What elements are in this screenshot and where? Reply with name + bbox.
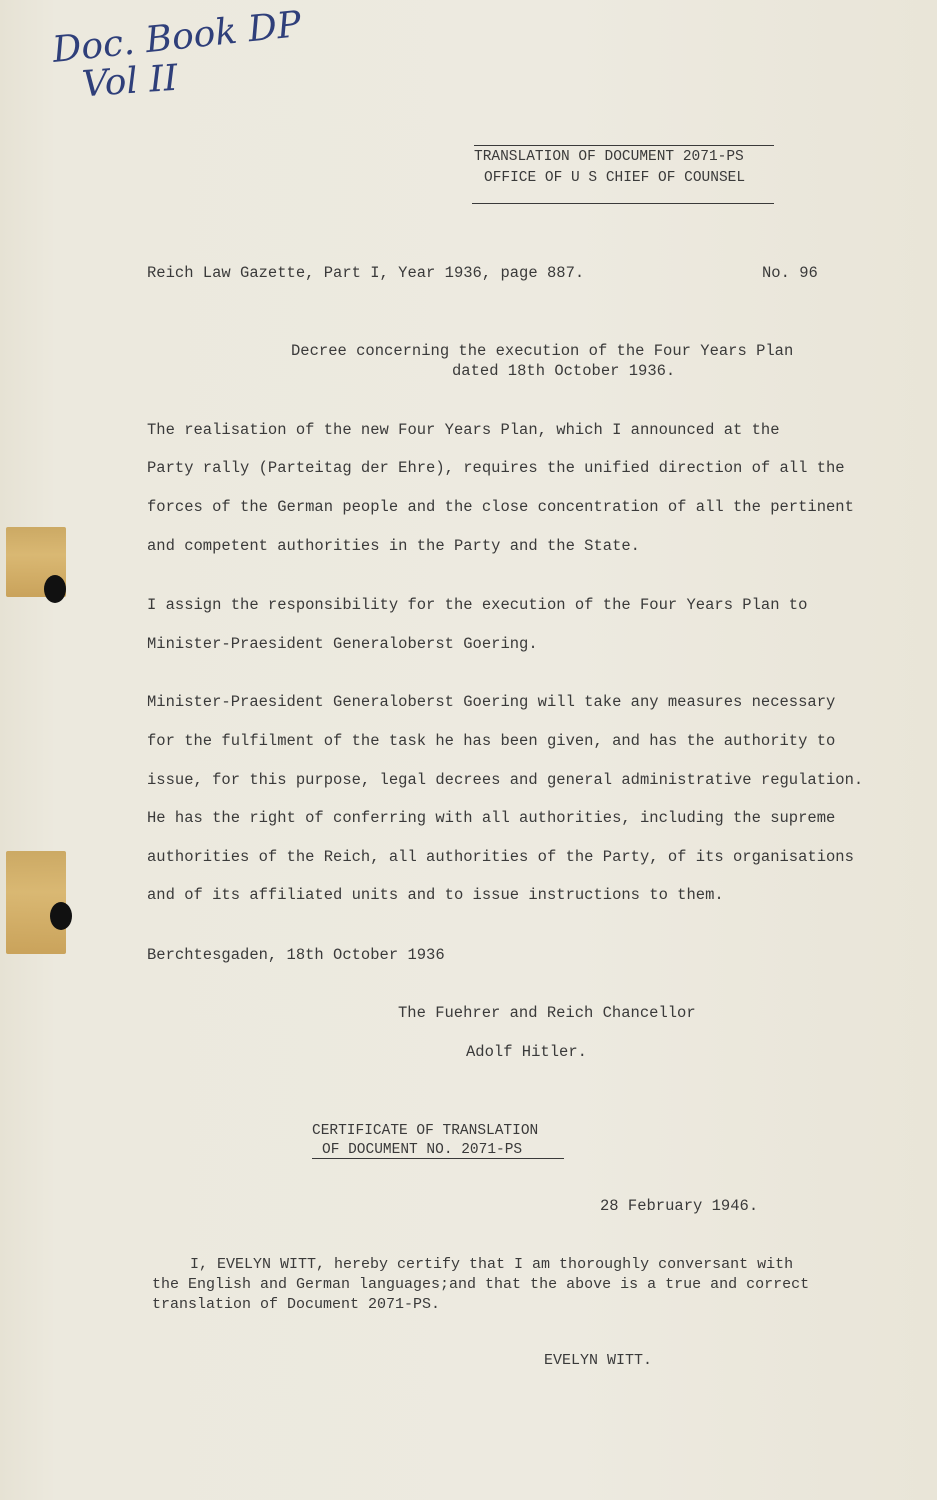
certificate-underline — [312, 1158, 564, 1159]
paragraph-2-line: Minister-Praesident Generaloberst Goering. — [147, 635, 538, 653]
paragraph-3-line: and of its affiliated units and to issue instructions to them. — [147, 886, 724, 904]
certificate-text-line: I, EVELYN WITT, hereby certify that I am thoroughly conversant with — [190, 1256, 794, 1273]
paragraph-3-line: He has the right of conferring with all authorities, including the supreme — [147, 809, 836, 827]
handwritten-annotation-line1: Doc. Book DP — [50, 4, 304, 71]
decree-title-line2: dated 18th October 1936. — [452, 362, 676, 380]
paragraph-1-line: Party rally (Parteitag der Ehre), requires the unified direction of all the — [147, 459, 845, 477]
signature-name: Adolf Hitler. — [466, 1043, 587, 1061]
header-line1: TRANSLATION OF DOCUMENT 2071-PS — [474, 149, 744, 165]
signature-title: The Fuehrer and Reich Chancellor — [398, 1004, 696, 1022]
paragraph-1-line: and competent authorities in the Party and the State. — [147, 537, 640, 555]
certificate-date: 28 February 1946. — [600, 1197, 759, 1215]
decree-title-line1: Decree concerning the execution of the Four Years Plan — [291, 342, 794, 360]
paragraph-2-line: I assign the responsibility for the execution of the Four Years Plan to — [147, 596, 808, 614]
header-line2: OFFICE OF U S CHIEF OF COUNSEL — [484, 170, 746, 186]
citation-text: Reich Law Gazette, Part I, Year 1936, page 887. — [147, 264, 585, 282]
place-date: Berchtesgaden, 18th October 1936 — [147, 946, 445, 964]
certificate-signer: EVELYN WITT. — [544, 1352, 653, 1369]
certificate-heading-line1: CERTIFICATE OF TRANSLATION — [312, 1123, 539, 1139]
certificate-text-line: the English and German languages;and that the above is a true and correct — [152, 1276, 810, 1293]
paragraph-3-line: Minister-Praesident Generaloberst Goering will take any measures necessary — [147, 693, 836, 711]
punch-hole — [50, 902, 72, 930]
paragraph-1-line: forces of the German people and the close concentration of all the pertinent — [147, 498, 854, 516]
paragraph-1-line: The realisation of the new Four Years Plan, which I announced at the — [147, 421, 780, 439]
citation-number: No. 96 — [762, 264, 818, 282]
certificate-heading-line2: OF DOCUMENT NO. 2071-PS — [322, 1142, 523, 1158]
punch-hole — [44, 575, 66, 603]
paragraph-3-line: issue, for this purpose, legal decrees and general administrative regulation. — [147, 771, 864, 789]
header-top-rule — [474, 145, 774, 146]
paragraph-3-line: for the fulfilment of the task he has been given, and has the authority to — [147, 732, 836, 750]
handwritten-annotation-line2: Vol II — [80, 57, 180, 106]
certificate-text-line: translation of Document 2071-PS. — [152, 1296, 441, 1313]
header-bottom-rule — [472, 203, 774, 204]
paragraph-3-line: authorities of the Reich, all authorities of the Party, of its organisations — [147, 848, 854, 866]
